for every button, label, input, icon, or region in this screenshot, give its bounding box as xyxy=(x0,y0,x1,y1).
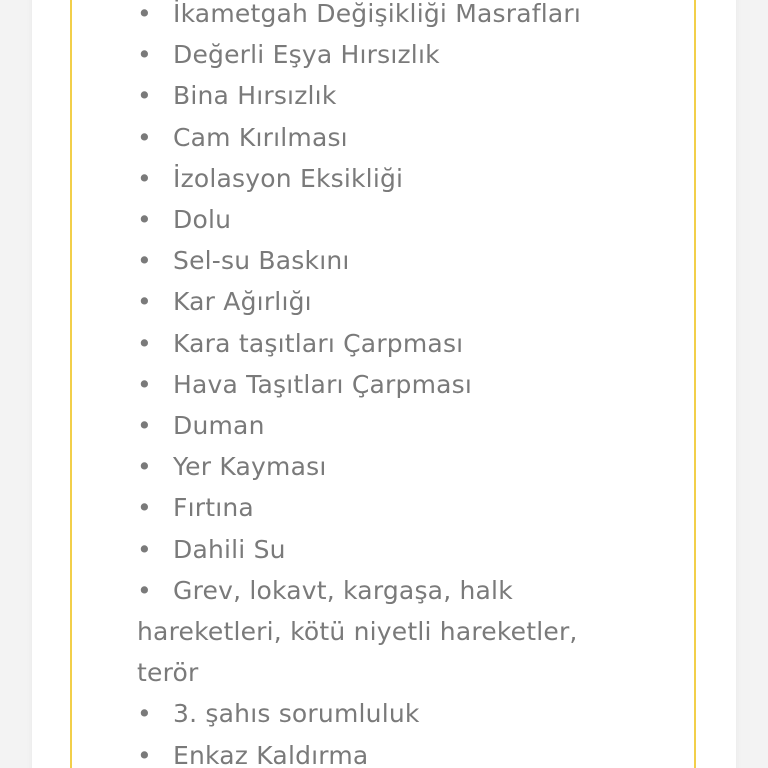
list-item xyxy=(137,487,637,528)
bullet-icon: • xyxy=(137,493,152,523)
list-item xyxy=(137,735,637,768)
bullet-icon: • xyxy=(137,163,152,193)
list-item xyxy=(137,281,637,322)
list-item-label: Dahili Su xyxy=(173,534,286,564)
bullet-icon: • xyxy=(137,0,152,28)
list-item xyxy=(137,405,637,446)
list-item xyxy=(137,693,637,734)
bullet-icon: • xyxy=(137,534,152,564)
list-item-label: Fırtına xyxy=(173,493,254,523)
list-item-label: Yer Kayması xyxy=(173,452,327,482)
list-item-label: İzolasyon Eksikliği xyxy=(173,163,404,193)
list-item-label: Bina Hırsızlık xyxy=(173,81,337,111)
list-item xyxy=(137,158,637,199)
list-item xyxy=(137,446,637,487)
bullet-icon: • xyxy=(137,122,152,152)
list-item-label: Kara taşıtları Çarpması xyxy=(173,328,464,358)
list-item xyxy=(137,364,637,405)
list-item-label: Enkaz Kaldırma xyxy=(173,740,369,768)
list-item-label: Duman xyxy=(173,411,265,441)
list-item-label: Değerli Eşya Hırsızlık xyxy=(173,40,440,70)
list-item xyxy=(137,75,637,116)
bullet-icon: • xyxy=(137,246,152,276)
bullet-icon: • xyxy=(137,205,152,235)
bullet-icon: • xyxy=(137,411,152,441)
list-item xyxy=(137,199,637,240)
list-item-label: Cam Kırılması xyxy=(173,122,348,152)
list-item-label: Sel-su Baskını xyxy=(173,246,350,276)
list-item-label: 3. şahıs sorumluluk xyxy=(173,699,420,729)
list-item xyxy=(137,240,637,281)
list-item xyxy=(137,0,637,34)
list-item-label: Grev, lokavt, kargaşa, halk hareketleri, kötü niyetli hareketler, terör xyxy=(137,575,578,688)
bullet-icon: • xyxy=(137,740,152,768)
bullet-icon: • xyxy=(137,452,152,482)
bullet-icon: • xyxy=(137,40,152,70)
coverage-list xyxy=(137,0,637,768)
list-item-label: Hava Taşıtları Çarpması xyxy=(173,369,473,399)
bullet-icon: • xyxy=(137,575,152,605)
list-item-label: Kar Ağırlığı xyxy=(173,287,312,317)
list-item xyxy=(137,570,637,694)
list-item xyxy=(137,323,637,364)
list-item xyxy=(137,34,637,75)
bullet-icon: • xyxy=(137,699,152,729)
bullet-icon: • xyxy=(137,287,152,317)
list-item-label: İkametgah Değişikliği Masrafları xyxy=(173,0,581,28)
list-item xyxy=(137,117,637,158)
list-item xyxy=(137,529,637,570)
bullet-icon: • xyxy=(137,369,152,399)
list-item-label: Dolu xyxy=(173,205,232,235)
bullet-icon: • xyxy=(137,328,152,358)
bullet-icon: • xyxy=(137,81,152,111)
